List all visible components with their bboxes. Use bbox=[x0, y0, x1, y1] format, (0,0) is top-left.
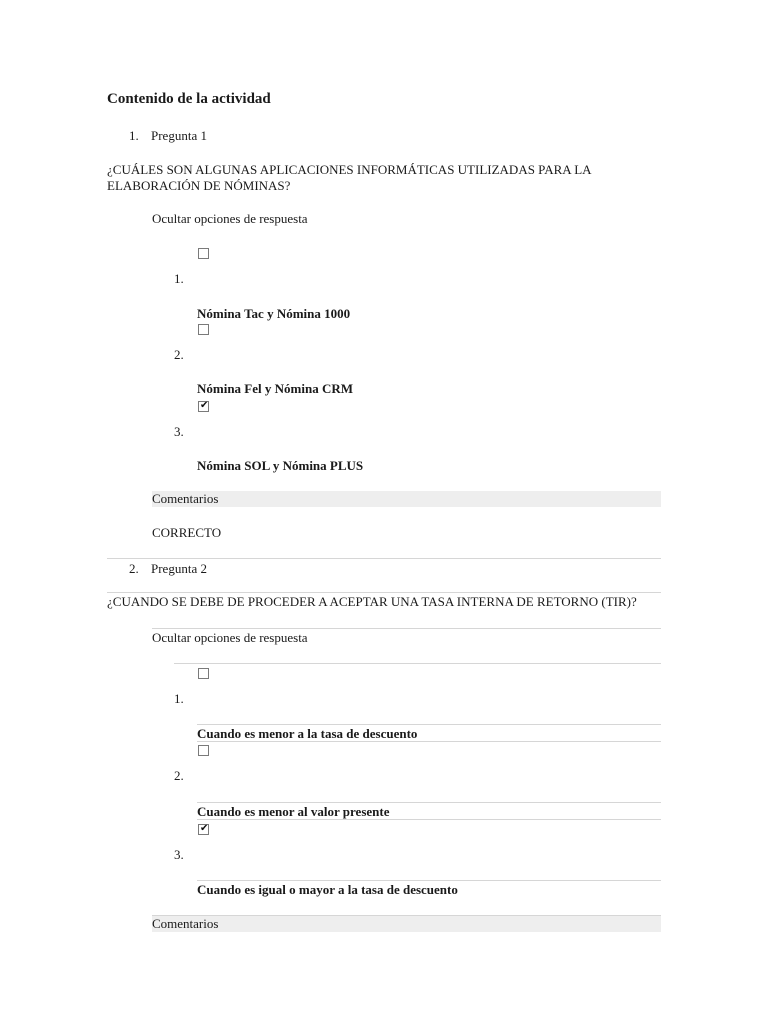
question-1-text: ¿CUÁLES SON ALGUNAS APLICACIONES INFORMÁTICAS UTILIZADAS PARA LA ELABORACIÓN DE NÓMINAS? bbox=[107, 162, 591, 193]
divider bbox=[152, 628, 661, 629]
comments-bar[interactable]: Comentarios bbox=[152, 491, 661, 507]
divider bbox=[174, 663, 661, 664]
divider bbox=[197, 819, 661, 820]
hide-options-toggle[interactable]: Ocultar opciones de respuesta bbox=[152, 211, 308, 226]
option-checkbox[interactable] bbox=[198, 745, 209, 756]
divider bbox=[107, 592, 661, 593]
option-checkbox-checked[interactable] bbox=[198, 824, 209, 835]
divider bbox=[197, 724, 661, 725]
question-label: Pregunta 2 bbox=[151, 561, 207, 576]
checkmark-icon: ✔ bbox=[200, 400, 209, 411]
option-number: 3. bbox=[174, 847, 184, 862]
feedback-text: CORRECTO bbox=[152, 525, 222, 540]
option-label: Nómina Fel y Nómina CRM bbox=[197, 381, 353, 396]
question-2-text: ¿CUANDO SE DEBE DE PROCEDER A ACEPTAR UNA TASA INTERNA DE RETORNO (TIR)? bbox=[107, 594, 637, 609]
option-number: 1. bbox=[174, 271, 184, 286]
option-label: Cuando es menor a la tasa de descuento bbox=[197, 726, 418, 741]
option-label: Cuando es menor al valor presente bbox=[197, 804, 390, 819]
option-checkbox-checked[interactable] bbox=[198, 401, 209, 412]
question-number: 2. bbox=[129, 561, 139, 576]
option-label: Nómina Tac y Nómina 1000 bbox=[197, 306, 351, 321]
option-checkbox[interactable] bbox=[198, 324, 209, 335]
option-label: Cuando es igual o mayor a la tasa de descuento bbox=[197, 882, 458, 897]
divider bbox=[197, 880, 661, 881]
question-label: Pregunta 1 bbox=[151, 128, 207, 143]
question-1-header bbox=[129, 128, 207, 144]
hide-options-toggle[interactable]: Ocultar opciones de respuesta bbox=[152, 630, 308, 645]
option-number: 2. bbox=[174, 768, 184, 783]
comments-bar[interactable]: Comentarios bbox=[152, 916, 661, 932]
page-title: Contenido de la actividad bbox=[107, 91, 271, 107]
divider bbox=[107, 558, 661, 559]
question-2-header bbox=[129, 561, 207, 577]
option-checkbox[interactable] bbox=[198, 668, 209, 679]
option-number: 1. bbox=[174, 691, 184, 706]
divider bbox=[197, 741, 661, 742]
option-number: 2. bbox=[174, 347, 184, 362]
divider bbox=[197, 802, 661, 803]
option-number: 3. bbox=[174, 424, 184, 439]
option-checkbox[interactable] bbox=[198, 248, 209, 259]
option-label: Nómina SOL y Nómina PLUS bbox=[197, 458, 364, 473]
checkmark-icon: ✔ bbox=[200, 823, 209, 834]
question-number: 1. bbox=[129, 128, 139, 143]
